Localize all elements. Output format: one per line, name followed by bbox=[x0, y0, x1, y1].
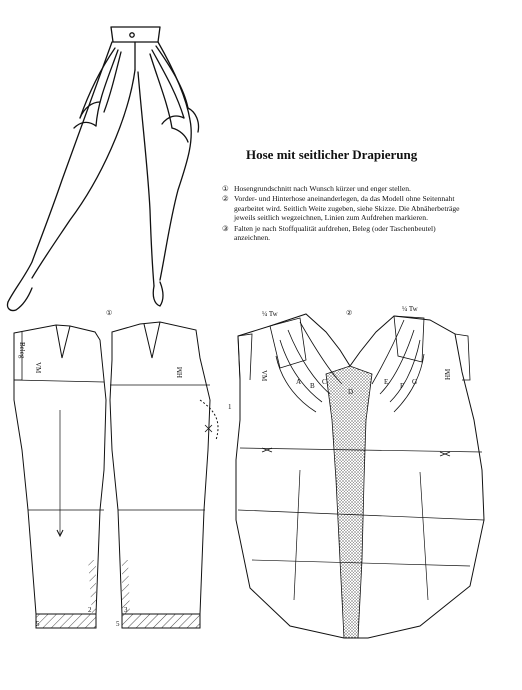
instruction-number: ③ bbox=[222, 223, 229, 233]
instruction-text: Falten je nach Stoffqualität aufdrehen, Beleg (oder Taschenbeutel) anzeichnen. bbox=[234, 223, 436, 243]
hm-label-fig2: HM bbox=[444, 368, 452, 380]
figure-2-label: ② bbox=[346, 309, 353, 317]
figure-1-label: ① bbox=[106, 309, 113, 317]
fig1-front-hem bbox=[36, 614, 96, 628]
fig2-crotch-area bbox=[326, 366, 372, 638]
page-title: Hose mit seitlicher Drapierung bbox=[246, 147, 418, 162]
quarter-tw-left-label: ¼ Tw bbox=[262, 310, 278, 318]
letter-a: A bbox=[296, 378, 302, 386]
point-3-label: 3 bbox=[124, 606, 128, 614]
fig1-back-hem bbox=[122, 614, 200, 628]
letter-f: F bbox=[400, 382, 404, 390]
instruction-text: Vorder- und Hinterhose aneinanderlegen, da das Modell ohne Seitennaht gearbeitet wird. Seitlich Weite zugeben, siehe Skizze. Die Abnäherbeträge jeweils seitlich wegzeichnen, Linien zum Aufdrehen markieren. bbox=[234, 194, 460, 223]
instruction-number: ② bbox=[222, 194, 229, 204]
letter-g: G bbox=[412, 378, 418, 386]
point-5-right-label: 5 bbox=[116, 620, 120, 628]
letter-c: C bbox=[322, 378, 327, 386]
point-2-label: 2 bbox=[88, 606, 92, 614]
vm-label-fig2: VM bbox=[260, 370, 268, 382]
letter-e: E bbox=[384, 378, 389, 386]
vm-label-fig1: VM bbox=[34, 362, 42, 374]
beleg-label: Beleg bbox=[18, 342, 26, 359]
letter-b: B bbox=[310, 382, 315, 390]
letter-d: D bbox=[348, 388, 354, 396]
point-5-left-label: 5 bbox=[36, 620, 40, 628]
quarter-tw-right-label: ¼ Tw bbox=[402, 305, 418, 313]
point-1-label: 1 bbox=[228, 403, 232, 411]
hm-label-fig1: HM bbox=[176, 366, 184, 378]
instruction-number: ① bbox=[222, 184, 229, 193]
instruction-text: Hosengrundschnitt nach Wunsch kürzer und enger stellen. bbox=[234, 184, 411, 193]
